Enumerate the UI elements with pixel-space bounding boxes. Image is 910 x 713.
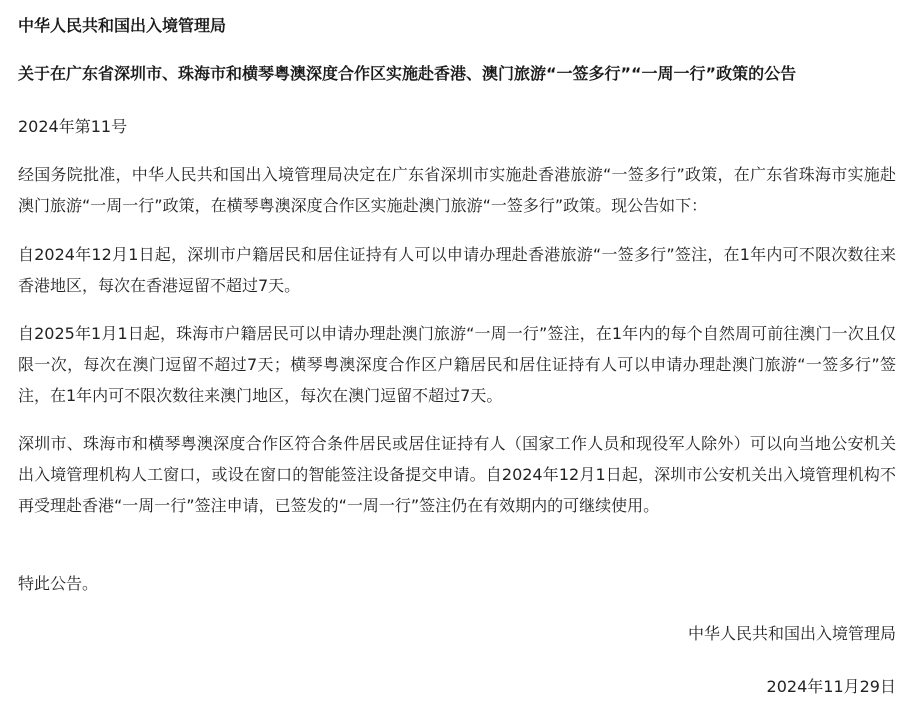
body-paragraph-4: 深圳市、珠海市和横琴粤澳深度合作区符合条件居民或居住证持有人（国家工作人员和现役军人除外）可以向当地公安机关出入境管理机构人工窗口，或设在窗口的智能签注设备提交申请。自2024年12月1日起，深圳市公安机关出入境管理机构不再受理赴香港“一周一行”签注申请，已签发的“一周一行”签注仍在有效期内的可继续使用。: [18, 434, 896, 515]
closing-statement: 特此公告。: [18, 574, 99, 593]
signature-organization: 中华人民共和国出入境管理局: [687, 624, 896, 643]
signature-date: 2024年11月29日: [766, 677, 896, 696]
issuing-agency: 中华人民共和国出入境管理局: [18, 16, 227, 35]
document-number: 2024年第11号: [18, 117, 128, 136]
body-paragraph-1: 经国务院批准，中华人民共和国出入境管理局决定在广东省深圳市实施赴香港旅游“一签多行”政策，在广东省珠海市实施赴澳门旅游“一周一行”政策，在横琴粤澳深度合作区实施赴澳门旅游“一签多行”政策。现公告如下：: [18, 165, 896, 215]
body-paragraph-3: 自2025年1月1日起，珠海市户籍居民可以申请办理赴澳门旅游“一周一行”签注，在1年内的每个自然周可前往澳门一次且仅限一次，每次在澳门逗留不超过7天；横琴粤澳深度合作区户籍居民和居住证持有人可以申请办理赴澳门旅游“一签多行”签注，在1年内可不限次数往来澳门地区，每次在澳门逗留不超过7天。: [18, 324, 896, 405]
body-paragraph-2: 自2024年12月1日起，深圳市户籍居民和居住证持有人可以申请办理赴香港旅游“一签多行”签注，在1年内可不限次数往来香港地区，每次在香港逗留不超过7天。: [18, 245, 896, 295]
announcement-title: 关于在广东省深圳市、珠海市和横琴粤澳深度合作区实施赴香港、澳门旅游“一签多行”“一周一行”政策的公告: [18, 64, 797, 83]
